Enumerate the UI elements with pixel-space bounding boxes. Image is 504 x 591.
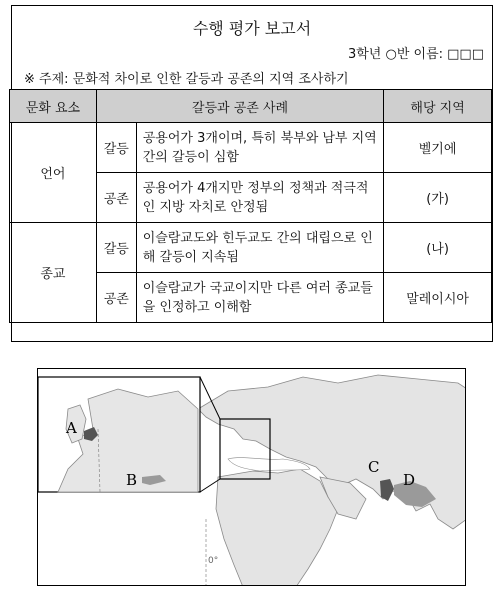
region-cell: (가) [384,173,492,223]
student-info: 3학년 ○반 이름: □□□ [347,47,484,62]
inset-map [38,377,200,492]
label-b: B [126,471,138,489]
case-cell: 이슬람교가 국교이지만 다른 여러 종교들을 인정하고 이해함 [136,273,383,323]
case-cell: 이슬람교도와 힌두교도 간의 대립으로 인해 갈등이 지속됨 [136,223,383,273]
label-c: C [368,458,380,476]
label-d: D [403,471,416,489]
map-figure [37,368,466,586]
report-title: 수행 평가 보고서 [192,19,312,38]
table-row [10,123,492,173]
case-cell: 공용어가 3개이며, 특히 북부와 남부 지역 간의 갈등이 심함 [136,123,383,173]
table-row [10,223,492,273]
region-cell: 말레이시아 [384,273,492,323]
type-cell: 갈등 [96,223,136,273]
region-cell: (나) [384,223,492,273]
table-header-row [10,90,492,123]
type-cell: 공존 [96,173,136,223]
report-topic: ※ 주제: 문화적 차이로 인한 갈등과 공존의 지역 조사하기 [24,72,349,87]
element-cell: 언어 [10,123,97,223]
world-map [38,369,466,586]
header-culture-element: 문화 요소 [10,90,97,123]
header-case: 갈등과 공존 사례 [96,90,383,123]
type-cell: 갈등 [96,123,136,173]
type-cell: 공존 [96,273,136,323]
case-table [9,89,492,323]
region-cell: 벨기에 [384,123,492,173]
meridian-label: 0° [208,556,219,566]
header-region: 해당 지역 [384,90,492,123]
element-cell: 종교 [10,223,97,323]
case-cell: 공용어가 4개지만 정부의 정책과 적극적인 지방 자치로 안정됨 [136,173,383,223]
label-a: A [66,419,77,437]
